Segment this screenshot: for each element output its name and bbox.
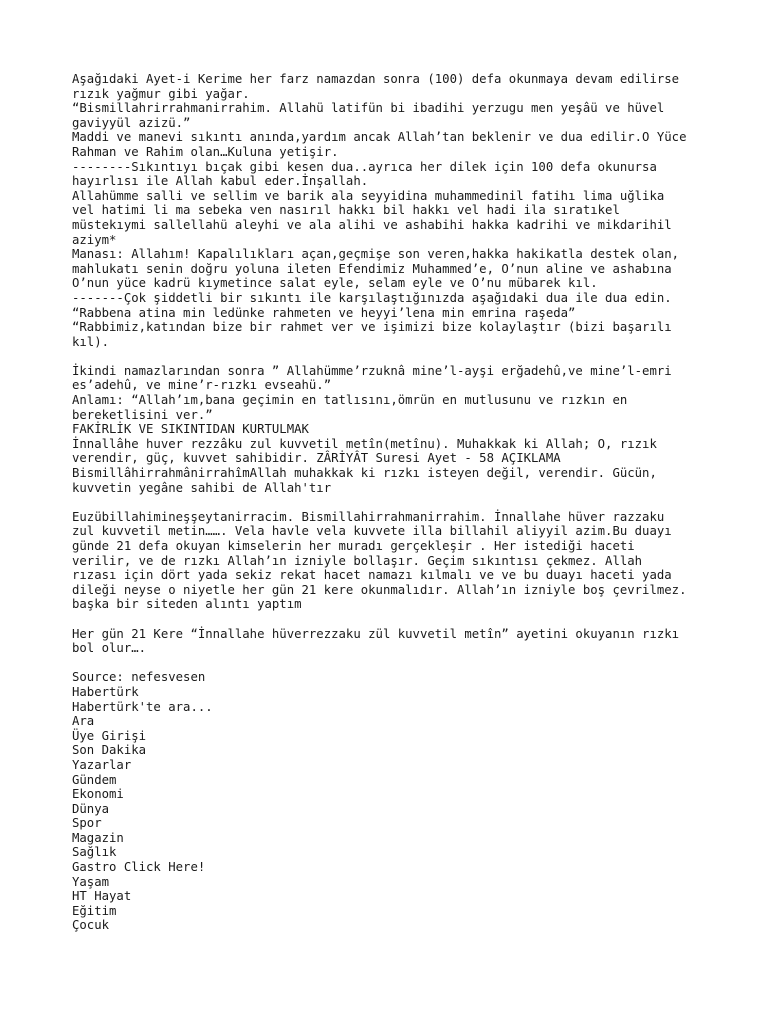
nav-item-cocuk: Çocuk bbox=[72, 918, 110, 933]
source-line: Source: nefesvesen bbox=[72, 670, 206, 685]
nav-item-ekonomi: Ekonomi bbox=[72, 787, 124, 802]
text-line: kıl). bbox=[72, 334, 110, 349]
text-line: mahlukatı senin doğru yoluna ileten Efendimiz Muhammed’e, O’nun aline ve ashabına bbox=[72, 261, 672, 276]
nav-item-yasam: Yaşam bbox=[72, 874, 110, 889]
text-line: es’adehû, ve mine’r-rızkı evseahü.” bbox=[72, 378, 332, 393]
text-line: kuvvetin yegâne sahibi de Allah'tır bbox=[72, 480, 332, 495]
text-line: Rahman ve Rahim olan…Kuluna yetişir. bbox=[72, 144, 339, 159]
text-line: BismillâhirrahmânirrahîmAllah muhakkak ki rızkı isteyen değil, verendir. Gücün, bbox=[72, 466, 657, 481]
blank-line bbox=[72, 612, 712, 627]
nav-item-search-prompt: Habertürk'te ara... bbox=[72, 699, 213, 714]
text-line: Manası: Allahım! Kapalılıkları açan,geçmişe son veren,hakka hakikatla destek olan, bbox=[72, 247, 680, 262]
text-line: --------Sıkıntıyı bıçak gibi kesen dua..ayrıca her dilek için 100 defa okunursa bbox=[72, 159, 657, 174]
nav-item-uye-girisi: Üye Girişi bbox=[72, 728, 147, 743]
source-and-nav-list bbox=[72, 670, 712, 933]
text-line: rızası için dört yada sekiz rekat hacet namazı kılmalı ve ve bu duayı haceti yada bbox=[72, 568, 672, 583]
paragraph-21-kere bbox=[72, 627, 712, 656]
text-line: Her gün 21 Kere “İnnallahe hüverrezzaku zül kuvvetil metîn” ayetini okuyanın rızkı bbox=[72, 626, 680, 641]
text-line: gaviyyül azizü.” bbox=[72, 115, 191, 130]
blank-line bbox=[72, 495, 712, 510]
text-line: “Bismillahrirrahmanirrahim. Allahü latifün bi ibadihi yerzugu men yeşâü ve hüvel bbox=[72, 101, 665, 116]
text-line: rızık yağmur gibi yağar. bbox=[72, 86, 250, 101]
blank-line bbox=[72, 349, 712, 364]
text-line: müstekıymi sallellahü aleyhi ve ala alihi ve ashabihi hakka kadrihi ve mikdarihil bbox=[72, 217, 672, 232]
text-line: verilir, ve de rızkı Allah’ın izniyle bollaşır. Geçim sıkıntısı çekmez. Allah bbox=[72, 553, 643, 568]
text-line: Allahümme salli ve sellim ve barik ala seyyidina muhammedinil fatihı lima uğlika bbox=[72, 188, 665, 203]
paragraph-ikindi-dua bbox=[72, 364, 712, 495]
nav-item-yazarlar: Yazarlar bbox=[72, 757, 132, 772]
text-line: hayırlısı ile Allah kabul eder.İnşallah. bbox=[72, 174, 369, 189]
document-page bbox=[72, 72, 712, 933]
text-line: Maddi ve manevi sıkıntı anında,yardım ancak Allah’tan beklenir ve dua edilir.O Yüce bbox=[72, 130, 687, 145]
text-line: Euzübillahimineşşeytanirracim. Bismillahirrahmanirrahim. İnnallahe hüver razzaku bbox=[72, 509, 665, 524]
nav-item-son-dakika: Son Dakika bbox=[72, 743, 147, 758]
paragraph-dua-1 bbox=[72, 72, 712, 349]
nav-item-egitim: Eğitim bbox=[72, 903, 117, 918]
text-line: “Rabbena atina min ledünke rahmeten ve heyyi’lena min emrina raşeda” bbox=[72, 305, 576, 320]
nav-item-gastro: Gastro Click Here! bbox=[72, 860, 206, 875]
blank-line bbox=[72, 656, 712, 671]
text-line: zul kuvvetil metin……. Vela havle vela kuvvete illa billahil aliyyil azim.Bu duayı bbox=[72, 524, 672, 539]
text-line: O’nun yüce kadrü kıymetince salat eyle, selam eyle ve O’nu mübarek kıl. bbox=[72, 276, 598, 291]
text-line: Aşağıdaki Ayet-i Kerime her farz namazdan sonra (100) defa okunmaya devam edilirse bbox=[72, 72, 680, 86]
nav-item-haberturk: Habertürk bbox=[72, 684, 139, 699]
text-line: verendir, güç, kuvvet sahibidir. ZÂRİYÂT Suresi Ayet - 58 AÇIKLAMA bbox=[72, 451, 561, 466]
section-heading: FAKİRLİK VE SIKINTIDAN KURTULMAK bbox=[72, 422, 309, 437]
nav-item-magazin: Magazin bbox=[72, 830, 124, 845]
text-line: vel hatimi li ma sebeka ven nasırıl hakkı bil hakkı vel hadi ila sıratıkel bbox=[72, 203, 620, 218]
nav-item-dunya: Dünya bbox=[72, 801, 110, 816]
nav-item-saglik: Sağlık bbox=[72, 845, 117, 860]
text-line: Anlamı: “Allah’ım,bana geçimin en tatlısını,ömrün en mutlusunu ve rızkın en bbox=[72, 393, 628, 408]
nav-item-spor: Spor bbox=[72, 816, 102, 831]
text-line: aziym* bbox=[72, 232, 117, 247]
text-line: dileği neyse o niyetle her gün 21 kere okunmalıdır. Allah’ın izniyle boş çevrilmez. bbox=[72, 582, 687, 597]
text-line: -------Çok şiddetli bir sıkıntı ile karşılaştığınızda aşağıdaki dua ile dua edin. bbox=[72, 290, 672, 305]
text-line: bol olur…. bbox=[72, 641, 147, 656]
text-line: İnnallâhe huver rezzâku zul kuvvetil metîn(metînu). Muhakkak ki Allah; O, rızık bbox=[72, 436, 657, 451]
text-line: “Rabbimiz,katından bize bir rahmet ver ve işimizi bize kolaylaştır (bizi başarılı bbox=[72, 320, 672, 335]
text-line: günde 21 defa okuyan kimselerin her muradı gerçekleşir . Her istediği haceti bbox=[72, 539, 635, 553]
nav-item-ara: Ara bbox=[72, 714, 95, 729]
text-line: başka bir siteden alıntı yaptım bbox=[72, 597, 302, 612]
nav-item-gundem: Gündem bbox=[72, 772, 117, 787]
text-line: İkindi namazlarından sonra ” Allahümme’rzuknâ mine’l-ayşi erğadehû,ve mine’l-emri bbox=[72, 363, 672, 378]
nav-item-ht-hayat: HT Hayat bbox=[72, 889, 132, 904]
text-line: bereketlisini ver.” bbox=[72, 407, 213, 422]
paragraph-euzubillahi bbox=[72, 510, 712, 612]
